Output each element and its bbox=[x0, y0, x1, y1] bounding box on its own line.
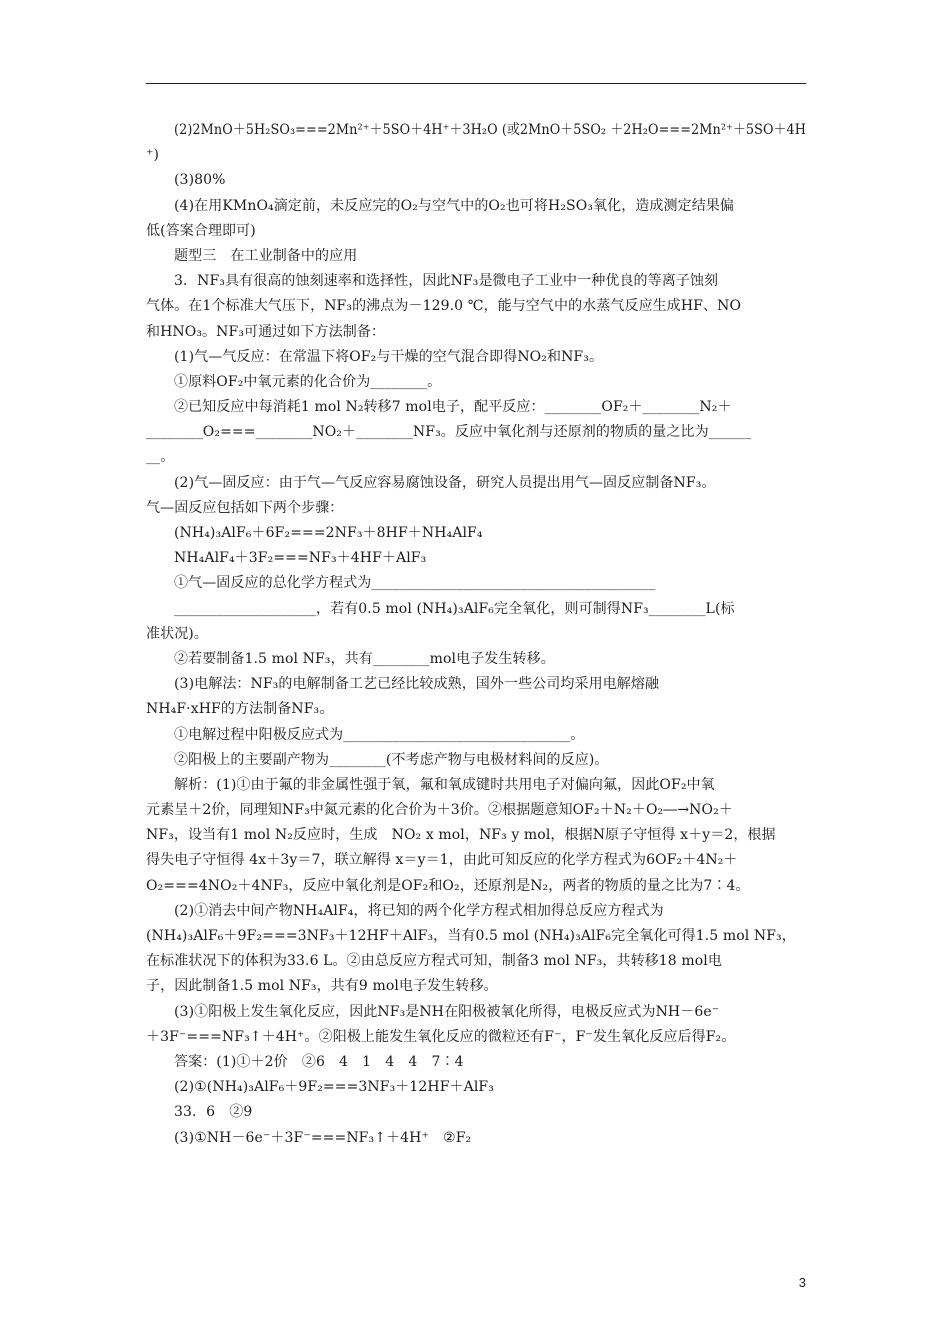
text-line: ①原料OF₂中氧元素的化合价为________。 bbox=[174, 373, 442, 390]
text-line: ②已知反应中每消耗1 mol N₂转移7 mol电子，配平反应：________OF₂＋________N₂＋ bbox=[174, 399, 732, 416]
text-line: (1)气—气反应：在常温下将OF₂与干燥的空气混合即得NO₂和NF₃。 bbox=[174, 348, 604, 365]
text-line: (3)80% bbox=[174, 172, 226, 189]
text-line: (3)①阳极上发生氧化反应，因此NF₃是NH在阳极被氧化所得，电极反应式为NH－6e⁻ bbox=[174, 1003, 720, 1020]
text-line: 低(答案合理即可) bbox=[146, 222, 256, 239]
text-line: ②若要制备1.5 mol NF₃，共有________mol电子发生转移。 bbox=[174, 650, 555, 667]
text-line: 元素呈＋2价，同理知NF₃中氮元素的化合价为＋3价。②根据题意知OF₂＋N₂＋O₂―→NO₂＋ bbox=[146, 802, 733, 819]
text-line: O₂===4NO₂＋4NF₃，反应中氧化剂是OF₂和O₂，还原剂是N₂，两者的物质的量之比为7∶4。 bbox=[146, 877, 750, 894]
text-line: 在标准状况下的体积为33.6 L。②由总反应方程式可知，制备3 mol NF₃，共转移18 mol电 bbox=[146, 953, 722, 970]
text-line: (2)气—固反应：由于气—气反应容易腐蚀设备，研究人员提出用气—固反应制备NF₃。 bbox=[174, 474, 716, 491]
text-line: (2)2MnO＋5H₂SO₃===2Mn²⁺＋5SO＋4H⁺＋3H₂O (或2MnO＋5SO₂ ＋2H₂O===2Mn²⁺＋5SO＋4H bbox=[174, 122, 806, 138]
text-line: 气体。在1个标准大气压下，NF₃的沸点为－129.0 ℃，能与空气中的水蒸气反应生成HF、NO bbox=[146, 298, 742, 315]
text-line: ________O₂===________NO₂＋________NF₃。反应中氧化剂与还原剂的物质的量之比为______ bbox=[146, 424, 752, 441]
text-line: 和HNO₃。NF₃可通过如下方法制备： bbox=[146, 323, 386, 340]
document-body bbox=[146, 118, 806, 1151]
page-number: 3 bbox=[798, 1275, 806, 1290]
text-line: ＋3F⁻===NF₃↑＋4H⁺。②阳极上能发生氧化反应的微粒还有F⁻，F⁻发生氧化反应后得F₂。 bbox=[146, 1028, 736, 1045]
header-rule bbox=[146, 83, 806, 84]
text-line: ____________________，若有0.5 mol (NH₄)₃AlF₆完全氧化，则可制得NF₃________L(标 bbox=[174, 600, 735, 617]
text-line: (2)①消去中间产物NH₄AlF₄，将已知的两个化学方程式相加得总反应方程式为 bbox=[174, 902, 664, 919]
text-line: 3．NF₃具有很高的蚀刻速率和选择性，因此NF₃是微电子工业中一种优良的等离子蚀刻 bbox=[174, 273, 719, 290]
text-line: 答案：(1)①＋2价 ②6 4 1 4 4 7∶4 bbox=[174, 1053, 464, 1070]
text-line: (4)在用KMnO₄滴定前，未反应完的O₂与空气中的O₂也可将H₂SO₃氧化，造成测定结果偏 bbox=[174, 197, 735, 214]
text-line: ②阳极上的主要副产物为________(不考虑产物与电极材料间的反应)。 bbox=[174, 751, 609, 768]
text-line: __。 bbox=[146, 449, 175, 466]
text-line: ①电解过程中阳极反应式为________________________________。 bbox=[174, 726, 585, 743]
text-line: (NH₄)₃AlF₆＋9F₂===3NF₃＋12HF＋AlF₃，当有0.5 mol (NH₄)₃AlF₆完全氧化可得1.5 mol NF₃， bbox=[146, 928, 796, 944]
text-line: ①气—固反应的总化学方程式为________________________________________ bbox=[174, 575, 656, 592]
text-line: NF₃，设当有1 mol N₂反应时，生成 NO₂ x mol，NF₃ y mol，根据N原子守恒得 x＋y＝2，根据 bbox=[146, 827, 776, 844]
text-line: 子，因此制备1.5 mol NF₃，共有9 mol电子发生转移。 bbox=[146, 978, 498, 995]
text-line: ⁺) bbox=[146, 147, 160, 164]
text-line: NH₄AlF₄＋3F₂===NF₃＋4HF＋AlF₃ bbox=[174, 550, 427, 567]
text-line: 33．6 ②9 bbox=[174, 1104, 253, 1121]
text-line: 得失电子守恒得 4x＋3y＝7，联立解得 x＝y＝1，由此可知反应的化学方程式为6OF₂＋4N₂＋ bbox=[146, 852, 738, 869]
text-line: (2)①(NH₄)₃AlF₆＋9F₂===3NF₃＋12HF＋AlF₃ bbox=[174, 1079, 494, 1096]
text-line: (3)电解法：NF₃的电解制备工艺已经比较成熟，国外一些公司均采用电解熔融 bbox=[174, 676, 660, 693]
text-line: (NH₄)₃AlF₆＋6F₂===2NF₃＋8HF＋NH₄AlF₄ bbox=[174, 525, 483, 541]
text-line: 题型三 在工业制备中的应用 bbox=[174, 247, 358, 264]
text-line: NH₄F·xHF的方法制备NF₃。 bbox=[146, 701, 334, 718]
text-line: 准状况)。 bbox=[146, 625, 208, 642]
text-line: (3)①NH－6e⁻＋3F⁻===NF₃↑＋4H⁺ ②F₂ bbox=[174, 1129, 472, 1146]
text-line: 解析：(1)①由于氟的非金属性强于氧，氟和氧成键时共用电子对偏向氟，因此OF₂中氧 bbox=[174, 776, 715, 793]
text-line: 气—固反应包括如下两个步骤： bbox=[146, 499, 344, 516]
